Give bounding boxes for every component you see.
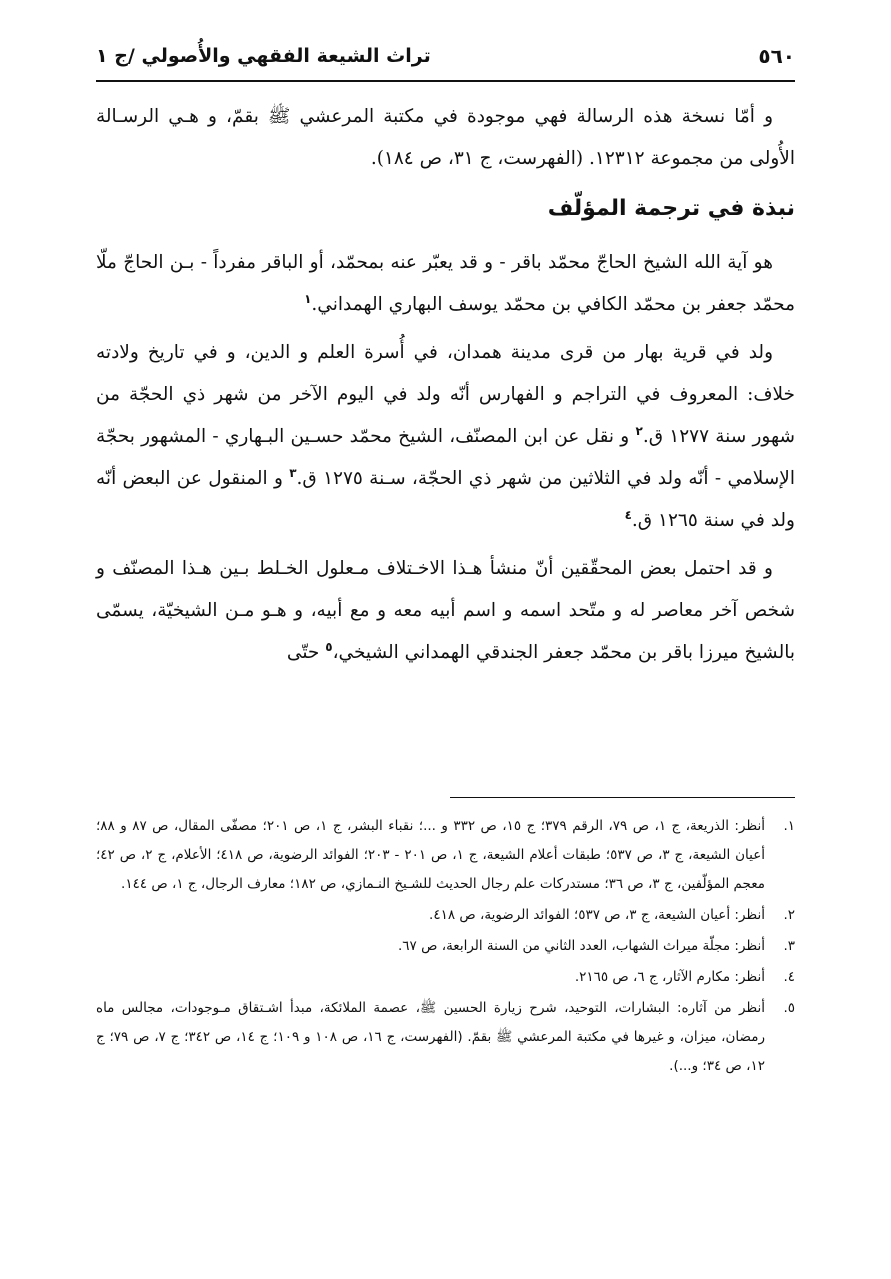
footnote-text: أنظر: مجلّة ميراث الشهاب، العدد الثاني من السنة الرابعة، ص ٦٧. <box>398 938 765 954</box>
page-number: ٥٦٠ <box>758 44 795 68</box>
footnote-text: أنظر: الذريعة، ج ١، ص ٧٩، الرقم ٣٧٩؛ ج ١٥، ص ٣٣٢ و ...؛ نقباء البشر، ج ١، ص ٢٠١؛ مصفّى المقال، ص ٨٧ و ٨٨؛ أعيان الشيعة، ج ٣، ص ٥٣٧؛ طبقات أعلام الشيعة، ج ١، ص ٢٠١ - ٢٠٣؛ الفوائد الرضوية، ص ٤١٨؛ الأعلام، ج ٢، ص ٤٢؛ معجم المؤلّفين، ج ٣، ص ٣٦؛ مستدركات علم رجال الحديث للشـيخ النـمازي، ص ١٨٢؛ معارف الرجال، ج ١، ص ١٤٤. <box>96 818 766 892</box>
paragraph-author-name: هو آية الله الشيخ الحاجّ محمّد باقر - و قد يعبّر عنه بمحمّد، أو الباقر مفرداً - بـن الحاجّ ملّا محمّد جعفر بن محمّد الكافي بن محمّد يوسف البهاري الهمداني.$^١$ <box>96 252 795 315</box>
footnote-text: أنظر: مكارم الآثار، ج ٦، ص ٢١٦٥. <box>574 969 765 985</box>
footnote-item <box>96 812 795 899</box>
footnote-number: ٤. <box>783 969 795 985</box>
footnotes <box>96 812 795 1083</box>
footnote-number: ٥. <box>783 1000 795 1016</box>
footnote-item <box>96 901 795 930</box>
running-header <box>96 38 795 74</box>
paragraph-confusion: و قد احتمل بعض المحقّقين أنّ منشأ هـذا الاخـتلاف مـعلول الخـلط بـين هـذا المصنّف و شخص آخر معاصر له و متّحد اسمه و اسم أبيه معه و مع أبيه، و هـو مـن الشيخيّة، يسمّى بالشيخ ميرزا باقر بن محمّد جعفر الجندقي الهمداني الشيخي،$^٥$ حتّى <box>96 558 795 663</box>
main-text <box>96 96 795 680</box>
footnote-number: ٢. <box>783 907 795 923</box>
footnote-item <box>96 994 795 1081</box>
footnote-item <box>96 963 795 992</box>
section-heading: نبذة في ترجمة المؤلّف <box>547 196 795 221</box>
footnote-number: ٣. <box>783 938 795 954</box>
paragraph-manuscript: و أمّا نسخة هذه الرسالة فهي موجودة في مكتبة المرعشي ﷺ بقمّ، و هـي الرسـالة الأُولى من مجموعة ١٢٣١٢. (الفهرست، ج ٣١، ص ١٨٤). <box>96 106 795 169</box>
footnote-separator <box>450 797 795 798</box>
footnote-text: أنظر: أعيان الشيعة، ج ٣، ص ٥٣٧؛ الفوائد الرضوية، ص ٤١٨. <box>429 907 765 923</box>
footnote-ref-2[interactable]: ٢ <box>635 423 643 438</box>
running-title: تراث الشيعة الفقهي والأُصولي /ج ١ <box>96 45 431 67</box>
footnote-ref-5[interactable]: ٥ <box>325 639 333 654</box>
paragraph-birth: ولد في قرية بهار من قرى مدينة همدان، في أُسرة العلم و الدين، و في تاريخ ولادته خلاف: المعروف في التراجم و الفهارس أنّه ولد في اليوم الآخر من شهر ذي الحجّة من شهور سنة ١٢٧٧ ق.$^٢$ و نقل عن ابن المصنّف، الشيخ محمّد حسـين البـهاري - المشهور بحجّة الإسلامي - أنّه ولد في الثلاثين من شهر ذي الحجّة، سـنة ١٢٧٥ ق.$^٣$ و المنقول عن البعض أنّه ولد في سنة ١٢٦٥ ق.$^٤$ <box>96 342 796 531</box>
footnote-ref-1[interactable]: ١ <box>304 291 312 306</box>
footnote-ref-4[interactable]: ٤ <box>624 507 632 522</box>
footnote-item <box>96 932 795 961</box>
footnote-ref-3[interactable]: ٣ <box>289 465 297 480</box>
footnote-number: ١. <box>783 818 795 834</box>
header-rule <box>96 80 795 82</box>
footnote-text: أنظر من آثاره: البشارات، التوحيد، شرح زيارة الحسين ﷺ، عصمة الملائكة، مبدأ اشـتقاق مـوجودات، مجالس ماه رمضان، ميزان، و غيرها في مكتبة المرعشي ﷺ بقمّ. (الفهرست، ج ١٦، ص ١٠٨ و ١٠٩؛ ج ١٤، ص ٣٤٢؛ ج ٧، ص ٧٩؛ ج ١٢، ص ٣٤؛ و...). <box>96 1000 765 1074</box>
